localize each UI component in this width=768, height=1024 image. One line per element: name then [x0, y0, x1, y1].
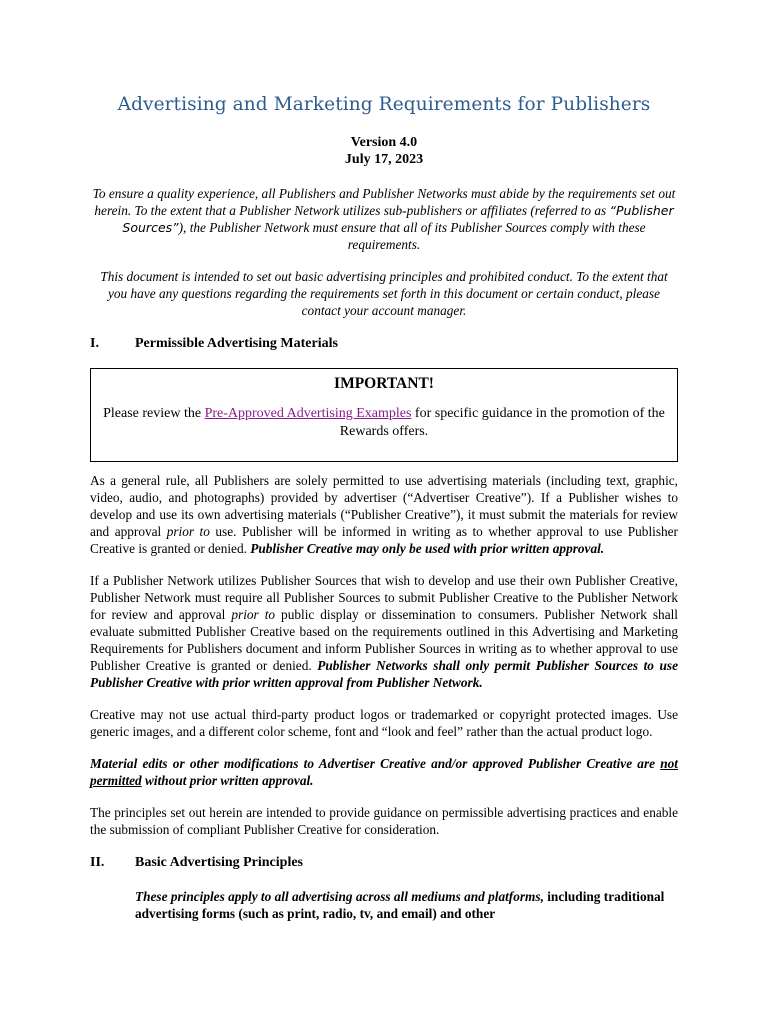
intro-paragraph-1 [90, 185, 678, 253]
paragraph-publisher-network [90, 572, 678, 691]
para2-bold-italic: Publisher Networks shall only permit Publisher Sources to use Publisher Creative with prior written approval from Publisher Network. [90, 658, 678, 690]
para2-text-c: public display or dissemination to consumers. Publisher Network shall evaluate submitted Publisher Creative based on the requirements outlined in this Advertising and Marketing Requirements for Publishers document and inform Publisher Sources in writing as to whether approval to use Publisher Creative is granted or denied. [90, 607, 678, 673]
para1-text-a: As a general rule, all Publishers are solely permitted to use advertising materials (including text, graphic, video, audio, and photographs) provided by advertiser (“Advertiser Creative”). If a Publisher wishes to develop and use its own advertising materials (“Publisher Creative”), it must submit the materials for review and approval [90, 473, 678, 539]
section-number: II. [90, 855, 105, 870]
para1-text-c: use. Publisher will be informed in writing as to whether approval to use Publisher Creative is granted or denied. [90, 524, 678, 556]
intro-text-part1: To ensure a quality experience, all Publishers and Publisher Networks must abide by the requirements set out herein. To the extent that a Publisher Network utilizes sub-publishers or affiliates (referred to as [92, 186, 676, 218]
intro-text-part2: ), the Publisher Network must ensure that all of its Publisher Sources comply with these requirements. [178, 220, 646, 252]
para4-text-a: Material edits or other modifications to Advertiser Creative and/or approved Publisher Creative are [90, 756, 661, 771]
paragraph-general-rule [90, 472, 678, 557]
important-text-after: for specific guidance in the promotion of the Rewards offers. [339, 406, 665, 439]
para6-italic: These principles apply to all advertising across all mediums and platforms, [135, 889, 544, 904]
paragraph-material-edits [90, 755, 678, 789]
document-title: Advertising and Marketing Requirements for Publishers [117, 94, 651, 115]
important-text-before: Please review the [103, 406, 205, 421]
important-title: IMPORTANT! [334, 375, 434, 392]
paragraph-logos: Creative may not use actual third-party product logos or trademarked or copyright protected images. Use generic images, and a different color scheme, font and “look and feel” rather than the actual product logo. [90, 707, 678, 739]
section-heading-2 [90, 854, 678, 871]
important-text [91, 405, 677, 441]
section-title: Permissible Advertising Materials [135, 336, 338, 351]
document-version: Version 4.0 [350, 135, 418, 150]
para1-bold-italic: Publisher Creative may only be used with prior written approval. [250, 541, 605, 556]
pre-approved-examples-link[interactable]: Pre-Approved Advertising Examples [204, 406, 412, 421]
intro-paragraph-2: This document is intended to set out basic advertising principles and prohibited conduct. To the extent that you have any questions regarding the requirements set forth in this document or certain conduct, please contact your account manager. [100, 269, 668, 318]
para1-emphasis: prior to [166, 524, 210, 539]
para6-text-b: including traditional advertising forms (such as print, radio, tv, and email) and other [135, 889, 665, 921]
section-number: I. [90, 336, 99, 351]
section-heading-1 [90, 335, 678, 352]
para2-emphasis: prior to [231, 607, 276, 622]
important-notice-box [90, 368, 678, 462]
para2-text-a: If a Publisher Network utilizes Publisher Sources that wish to develop and use their own Publisher Creative, Publisher Network must require all Publisher Sources to submit Publisher Creative to the Publisher Network for review and approval [90, 573, 678, 622]
para4-text-c: without prior written approval. [141, 773, 314, 788]
section-title: Basic Advertising Principles [135, 855, 303, 870]
paragraph-principles: The principles set out herein are intended to provide guidance on permissible advertising practices and enable the submission of compliant Publisher Creative for consideration. [90, 805, 678, 837]
para4-underlined: not permitted [90, 756, 678, 788]
paragraph-principles-apply [90, 888, 678, 922]
document-date: July 17, 2023 [344, 152, 424, 167]
defined-term-publisher-sources: “Publisher Sources” [122, 203, 674, 235]
